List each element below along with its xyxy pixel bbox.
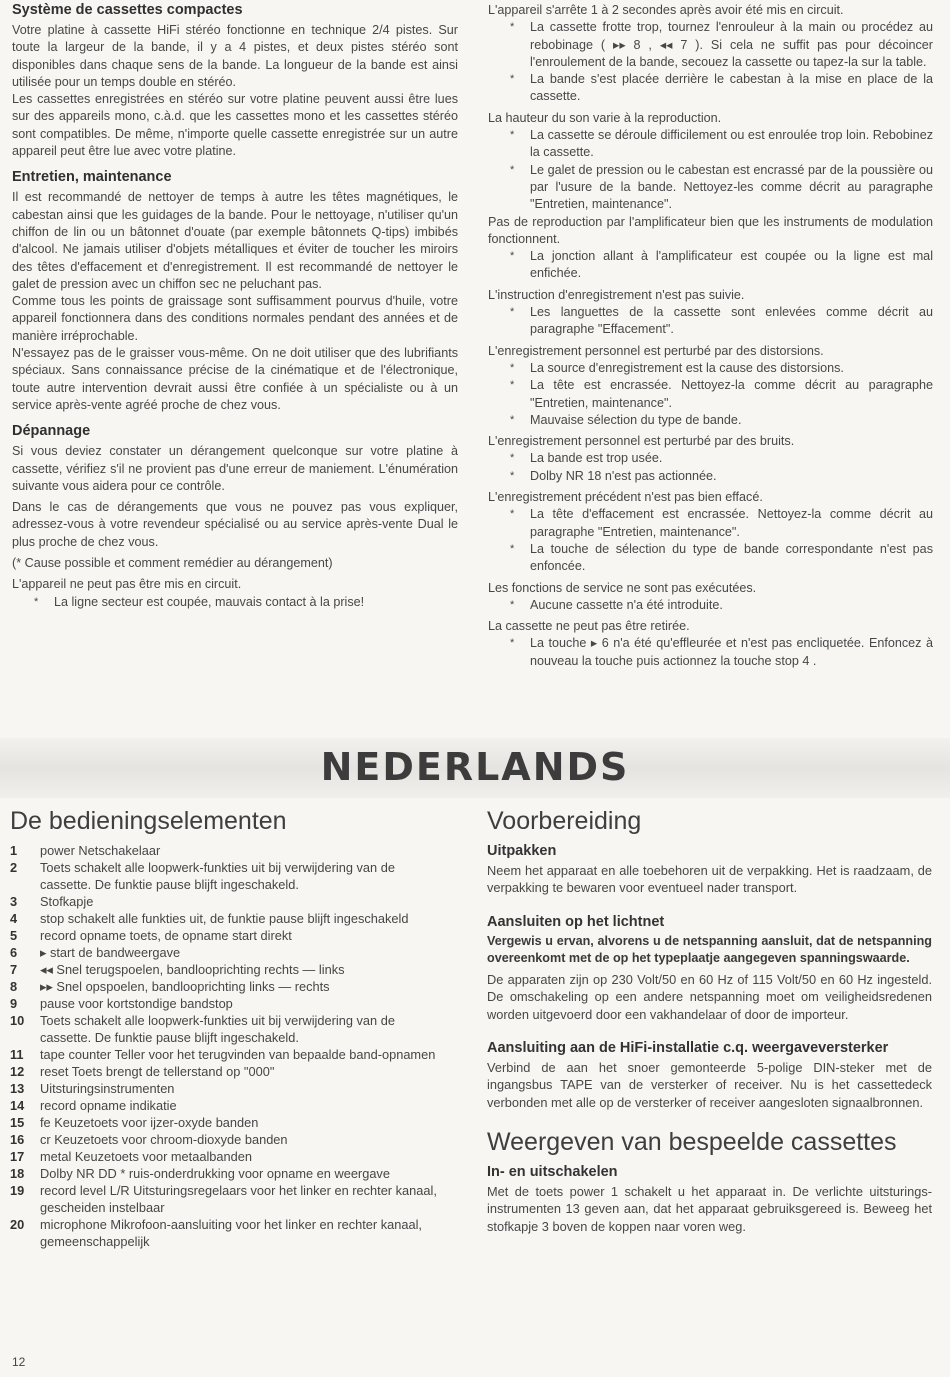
control-number: 17 — [10, 1149, 25, 1164]
paragraph: Votre platine à cassette HiFi stéréo fonctionne en technique 2/4 pistes. Sur toute la largeur de la bande, il y a 4 pistes, et deux pistes stéréo sont disponibles dans chaque sens de la bande. La longueur de la bande est ainsi utilisée pour un temps double en stéréo. — [12, 23, 458, 89]
control-number: 14 — [10, 1098, 25, 1113]
control-item — [10, 842, 440, 859]
trouble-cause: * La touche de sélection du type de bande correspondante n'est pas enfoncée. — [488, 541, 933, 576]
trouble-cause: * La jonction allant à l'amplificateur est coupée ou la ligne est mal enfichée. — [488, 248, 933, 283]
trouble-cause: * La tête est encrassée. Nettoyez-la comme décrit au paragraphe "Entretien, maintenance". — [488, 377, 933, 412]
control-description: ◂◂ Snel terugspoelen, bandlooprichting rechts — links — [40, 962, 345, 977]
section-heading-maintenance: Entretien, maintenance — [12, 169, 172, 186]
control-number: 2 — [10, 860, 18, 875]
paragraph: Neem het apparaat en alle toebehoren uit de verpakking. Het is raadzaam, de verpakking te bewaren voor eventueel nader transport. — [487, 863, 932, 896]
control-item — [10, 1131, 440, 1148]
control-description: record level L/R Uitsturingsregelaars voor het linker en rechter kanaal, gescheiden instelbaar — [40, 1183, 437, 1215]
trouble-cause: * Dolby NR 18 n'est pas actionnée. — [488, 468, 933, 485]
control-item — [10, 995, 440, 1012]
control-description: fe Keuzetoets voor ijzer-oxyde banden — [40, 1115, 259, 1130]
subheading-on-off: In- en uitschakelen — [487, 1163, 618, 1180]
control-description: Toets schakelt alle loopwerk-funkties uit bij verwijdering van de cassette. De funktie pause blijft ingeschakeld. — [40, 1013, 395, 1045]
paragraph: De apparaten zijn op 230 Volt/50 en 60 Hz of 115 Volt/50 en 60 Hz ingesteld. De omschakeling op een andere netspanning moet om veiligheidsredenen worden uitgevoerd door een vakhandelaar of door de importeur. — [487, 972, 932, 1022]
control-description: microphone Mikrofoon-aansluiting voor het linker en rechter kanaal, gemeenschappelijk — [40, 1217, 422, 1249]
control-number: 3 — [10, 894, 18, 909]
control-number: 19 — [10, 1183, 25, 1198]
trouble-symptom: L'enregistrement personnel est perturbé par des distorsions. — [488, 343, 824, 358]
trouble-cause: * Aucune cassette n'a été introduite. — [488, 597, 933, 614]
trouble-symptom: L'instruction d'enregistrement n'est pas suivie. — [488, 287, 745, 302]
french-right-column — [488, 2, 933, 670]
control-number: 4 — [10, 911, 18, 926]
control-number: 10 — [10, 1013, 25, 1028]
control-item — [10, 944, 440, 961]
subheading-unpacking: Uitpakken — [487, 843, 557, 859]
trouble-symptom: La hauteur du son varie à la reproduction. — [488, 110, 722, 125]
subheading-hifi-connection: Aansluiting aan de HiFi-installatie c.q. weergaveversterker — [487, 1040, 889, 1057]
control-item — [10, 961, 440, 978]
control-description: tape counter Teller voor het terugvinden van bepaalde band-opnamen — [40, 1047, 436, 1062]
control-item — [10, 1097, 440, 1114]
paragraph: Les cassettes enregistrées en stéréo sur votre platine peuvent aussi être lues sur des appareils mono, c.à.d. que les cassettes mono et les cassettes stéréo sont compatibles. De même, n'importe quelle cassette enregistrée sur un autre appareil peut être lue avec votre platine. — [12, 92, 458, 159]
control-item — [10, 1148, 440, 1165]
control-item — [10, 978, 440, 995]
control-number: 5 — [10, 928, 18, 943]
trouble-symptom: Les fonctions de service ne sont pas exécutées. — [488, 580, 757, 595]
trouble-symptom: Pas de reproduction par l'amplificateur bien que les instruments de modulation fonctionnent. — [488, 214, 933, 246]
control-number: 6 — [10, 945, 18, 960]
control-number: 13 — [10, 1081, 25, 1096]
paragraph: (* Cause possible et comment remédier au dérangement) — [12, 556, 333, 571]
control-number: 12 — [10, 1064, 25, 1079]
control-number: 15 — [10, 1115, 25, 1130]
control-description: power Netschakelaar — [40, 843, 161, 858]
control-item — [10, 1012, 440, 1046]
language-banner-title: NEDERLANDS — [320, 745, 630, 789]
paragraph: Verbind de aan het snoer gemonteerde 5-polige DIN-steker met de ingangsbus TAPE van de versterker of receiver. Nu is het cassettedeck verbonden met alle op de versterker of receiver aangesloten signaalbronnen. — [487, 1060, 932, 1110]
trouble-symptom: L'enregistrement personnel est perturbé par des bruits. — [488, 434, 795, 449]
control-description: ▸▸ Snel opspoelen, bandlooprichting links — rechts — [40, 979, 330, 994]
control-item — [10, 1046, 440, 1063]
trouble-cause: * La tête d'effacement est encrassée. Nettoyez-la comme décrit au paragraphe "Entretien, maintenance". — [488, 506, 933, 541]
control-description: ▸ start de bandweergave — [40, 945, 181, 960]
control-item — [10, 1216, 440, 1250]
control-description: Dolby NR DD * ruis-onderdrukking voor opname en weergave — [40, 1166, 390, 1181]
dutch-right-column — [487, 806, 932, 1235]
page-number: 12 — [12, 1355, 26, 1369]
paragraph: Met de toets power 1 schakelt u het apparaat in. De verlichte uitsturings-instrumenten 13 geven aan, dat het apparaat gebruiksgereed is. Beweeg het stofkapje 3 boven de koppen naar voren weg. — [487, 1183, 932, 1234]
trouble-symptom: L'appareil s'arrête 1 à 2 secondes après avoir été mis en circuit. — [488, 3, 844, 17]
paragraph: Il est recommandé de nettoyer de temps à autre les têtes magnétiques, le cabestan ainsi que les guidages de la bande. Pour le nettoyage, n'utiliser qu'un chiffon de lin ou un bâtonnet d'ouate (par exemple bâtonnets Q-tips) imbibés d'alcool. Ne jamais utiliser d'objets métalliques et éviter de toucher les miroirs des têtes d'effacement et d'enregistrement. Il est recommandé de nettoyer le galet de pression avec un chiffon sec ne peluchant pas. — [12, 190, 458, 291]
trouble-cause: * Les languettes de la cassette sont enlevées comme décrit au paragraphe "Effacement". — [488, 304, 933, 339]
control-description: Toets schakelt alle loopwerk-funkties uit bij verwijdering van de cassette. De funktie pause blijft ingeschakeld. — [40, 860, 395, 892]
controls-list — [10, 842, 440, 1250]
section-title-preparation: Voorbereiding — [487, 807, 642, 835]
section-title-controls: De bedieningselementen — [10, 807, 287, 835]
paragraph: Dans le cas de dérangements que vous ne pouvez pas vous expliquer, adressez-vous à votre revendeur spécialisé ou au service après-vente Dual le plus proche de chez vous. — [12, 500, 458, 549]
paragraph: N'essayez pas de le graisser vous-même. On ne doit utiliser que des lubrifiants spéciaux. Sans connaissance précise de la cinématique et de l'électronique, toute autre intervention devrait aussi être confiée à un spécialiste ou à un service après-vente agréé proche de chez vous. — [12, 346, 458, 412]
control-number: 11 — [10, 1047, 24, 1062]
control-item — [10, 927, 440, 944]
control-item — [10, 910, 440, 927]
trouble-cause: * La cassette se déroule difficilement ou est enroulée trop loin. Rebobinez la cassette. — [488, 127, 933, 162]
trouble-cause: * La touche ▸ 6 n'a été qu'effleurée et n'est pas encliquetée. Enfoncez à nouveau la touche puis actionnez la touche stop 4 . — [488, 635, 933, 670]
section-heading-troubleshooting: Dépannage — [12, 423, 91, 440]
paragraph: Si vous deviez constater un dérangement quelconque sur votre platine à cassette, vérifiez s'il ne provient pas d'une erreur de maniement. L'énumération suivante vous aidera pour ce contrôle. — [12, 444, 458, 493]
trouble-symptom: L'appareil ne peut pas être mis en circuit. — [12, 577, 242, 592]
trouble-cause: * La bande s'est placée derrière le cabestan à la mise en place de la cassette. — [488, 71, 933, 106]
control-number: 18 — [10, 1166, 25, 1181]
trouble-cause: * La source d'enregistrement est la cause des distorsions. — [488, 360, 933, 377]
control-item — [10, 1182, 440, 1216]
trouble-symptom: La cassette ne peut pas être retirée. — [488, 619, 690, 634]
control-number: 9 — [10, 996, 18, 1011]
section-heading-compact-cassettes: Système de cassettes compactes — [12, 2, 243, 18]
subheading-mains-connection: Aansluiten op het lichtnet — [487, 913, 665, 930]
control-number: 16 — [10, 1132, 25, 1147]
control-description: metal Keuzetoets voor metaalbanden — [40, 1149, 252, 1164]
control-description: Uitsturingsinstrumenten — [40, 1081, 175, 1096]
control-description: record opname toets, de opname start direkt — [40, 928, 292, 943]
control-number: 20 — [10, 1217, 25, 1232]
control-item — [10, 1165, 440, 1182]
control-description: Stofkapje — [40, 894, 94, 909]
section-title-playback: Weergeven van bespeelde cassettes — [487, 1127, 897, 1156]
control-number: 1 — [10, 843, 18, 858]
control-description: reset Toets brengt de tellerstand op "000" — [40, 1064, 275, 1079]
control-description: stop schakelt alle funkties uit, de funktie pause blijft ingeschakeld — [40, 911, 409, 926]
control-item — [10, 859, 440, 893]
control-item — [10, 1080, 440, 1097]
control-description: record opname indikatie — [40, 1098, 177, 1113]
trouble-cause: * La cassette frotte trop, tournez l'enrouleur à la main ou procédez au rebobinage ( ▸▸ 8 , ◂◂ 7 ). Si cela ne suffit pas pour décoincer l'enroulement de la bande, secouez la cassette ou tapez-la sur la table. — [488, 19, 933, 71]
french-left-column — [12, 2, 458, 611]
trouble-cause: * Le galet de pression ou le cabestan est encrassé par de la poussière ou par l'usure de la bande. Nettoyez-les comme décrit au paragraphe "Entretien, maintenance". — [488, 162, 933, 214]
trouble-symptom: L'enregistrement précédent n'est pas bien effacé. — [488, 490, 763, 505]
dutch-left-column — [10, 806, 440, 1250]
trouble-cause: * La ligne secteur est coupée, mauvais contact à la prise! — [12, 594, 458, 611]
control-item — [10, 1063, 440, 1080]
control-number: 8 — [10, 979, 18, 994]
trouble-cause: * Mauvaise sélection du type de bande. — [488, 412, 933, 429]
paragraph: Comme tous les points de graissage sont suffisamment pourvus d'huile, votre appareil fonctionnera dans des conditions normales pendant des années et de manière irréprochable. — [12, 294, 458, 343]
control-description: cr Keuzetoets voor chroom-dioxyde banden — [40, 1132, 288, 1147]
control-item — [10, 1114, 440, 1131]
control-description: pause voor kortstondige bandstop — [40, 996, 233, 1011]
warning-paragraph: Vergewis u ervan, alvorens u de netspanning aansluit, dat de netspanning overeenkomt met de op het typeplaatje aangegeven spanningswaarde. — [487, 933, 932, 965]
control-number: 7 — [10, 962, 18, 977]
control-item — [10, 893, 440, 910]
trouble-cause: * La bande est trop usée. — [488, 450, 933, 467]
